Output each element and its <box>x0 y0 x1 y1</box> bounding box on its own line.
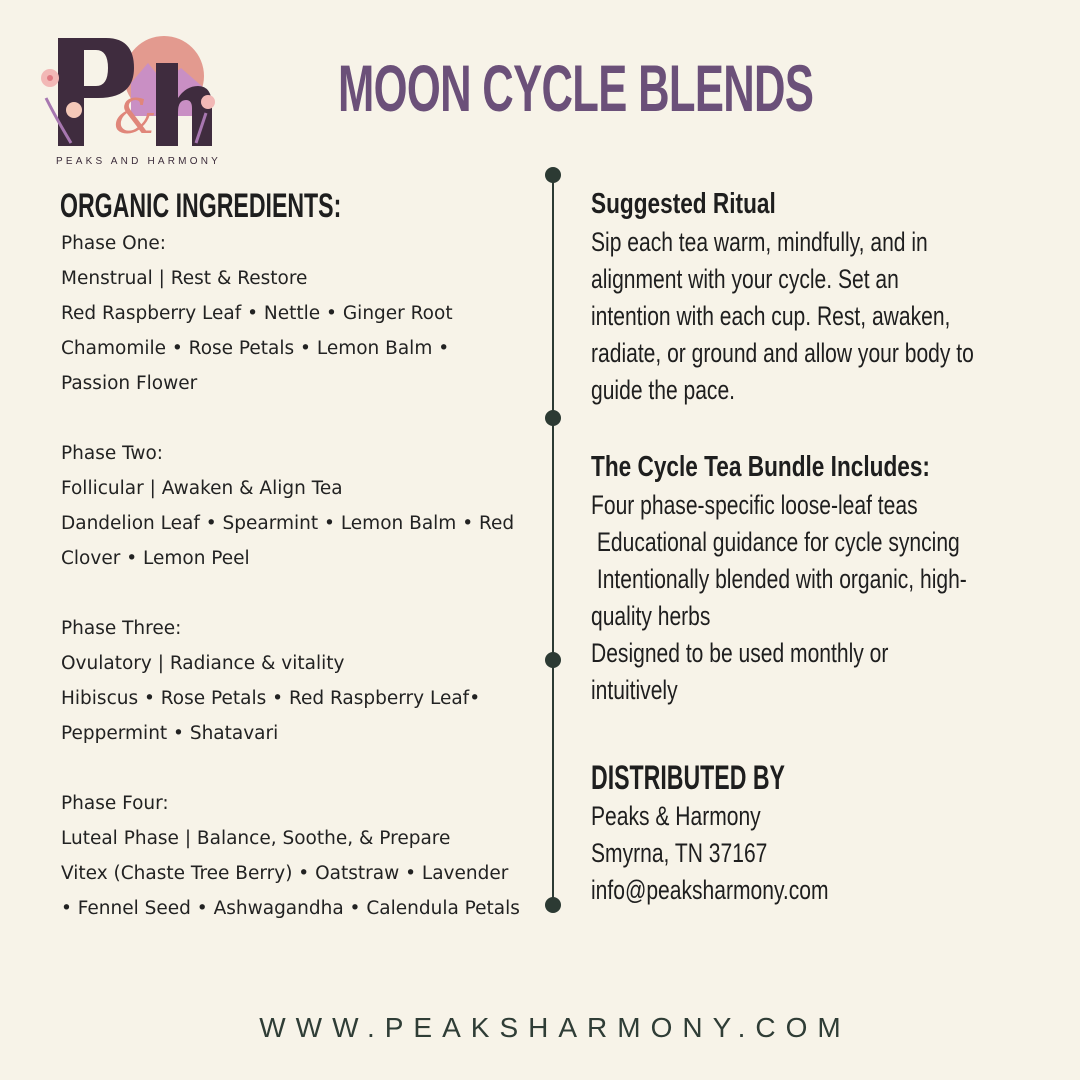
ritual-line: Sip each tea warm, mindfully, and in <box>591 227 928 257</box>
ritual-line: alignment with your cycle. Set an <box>591 264 899 294</box>
ingredients-heading: ORGANIC INGREDIENTS: <box>60 187 342 225</box>
bundle-item: Intentionally blended with organic, high- <box>591 564 967 594</box>
bundle-item: quality herbs <box>591 601 711 631</box>
bundle-item: Designed to be used monthly or <box>591 638 889 668</box>
bundle-heading: The Cycle Tea Bundle Includes: <box>591 451 930 483</box>
phase-line: Vitex (Chaste Tree Berry) • Oatstraw • Lavender <box>61 863 509 884</box>
phase-line: Clover • Lemon Peel <box>61 548 250 569</box>
phase-line: Passion Flower <box>61 373 198 394</box>
timeline-divider <box>552 175 554 905</box>
distributor-email[interactable]: info@peaksharmony.com <box>591 875 829 905</box>
ritual-section <box>591 184 1028 409</box>
brand-logo <box>36 28 226 173</box>
phase-line: Ovulatory | Radiance & vitality <box>61 653 345 674</box>
phase-line: Menstrual | Rest & Restore <box>61 268 308 289</box>
phase-line: Luteal Phase | Balance, Soothe, & Prepare <box>61 828 451 849</box>
phase-line: • Fennel Seed • Ashwagandha • Calendula Petals <box>61 898 520 919</box>
phase-line: Dandelion Leaf • Spearmint • Lemon Balm • Red <box>61 513 515 534</box>
distributor-heading: DISTRIBUTED BY <box>591 759 785 797</box>
logo-tagline: PEAKS AND HARMONY <box>56 156 221 167</box>
bundle-item: intuitively <box>591 675 678 705</box>
bundle-item: Educational guidance for cycle syncing <box>591 527 960 557</box>
ingredients-list <box>61 226 520 926</box>
svg-text:&: & <box>114 89 157 145</box>
ritual-line: radiate, or ground and allow your body to <box>591 338 974 368</box>
phase-spacer <box>61 576 520 611</box>
bundle-item: Four phase-specific loose-leaf teas <box>591 490 918 520</box>
page-title: MOON CYCLE BLENDS <box>338 51 814 125</box>
logo-monogram-icon <box>36 28 226 158</box>
phase-line: Follicular | Awaken & Align Tea <box>61 478 343 499</box>
phase-label: Phase One: <box>61 233 167 254</box>
ritual-line: intention with each cup. Rest, awaken, <box>591 301 951 331</box>
phase-label: Phase Three: <box>61 618 182 639</box>
ritual-line: guide the pace. <box>591 375 736 405</box>
distributor-name: Peaks & Harmony <box>591 801 761 831</box>
bundle-list <box>591 487 1028 709</box>
ritual-text <box>591 224 1028 409</box>
phase-label: Phase Four: <box>61 793 169 814</box>
phase-line: Hibiscus • Rose Petals • Red Raspberry Leaf• <box>61 688 481 709</box>
phase-spacer <box>61 751 520 786</box>
ritual-heading: Suggested Ritual <box>591 188 776 220</box>
phase-line: Chamomile • Rose Petals • Lemon Balm • <box>61 338 450 359</box>
distributor-section <box>591 758 1080 909</box>
bundle-section <box>591 447 1028 709</box>
timeline-dot <box>545 897 561 913</box>
phase-line: Peppermint • Shatavari <box>61 723 279 744</box>
phase-label: Phase Two: <box>61 443 164 464</box>
phase-spacer <box>61 401 520 436</box>
phase-line: Red Raspberry Leaf • Nettle • Ginger Root <box>61 303 453 324</box>
timeline-dot <box>545 652 561 668</box>
distributor-address: Smyrna, TN 37167 <box>591 838 768 868</box>
timeline-dot <box>545 410 561 426</box>
timeline-dot <box>545 167 561 183</box>
website-link[interactable]: WWW.PEAKSHARMONY.COM <box>259 1012 851 1043</box>
